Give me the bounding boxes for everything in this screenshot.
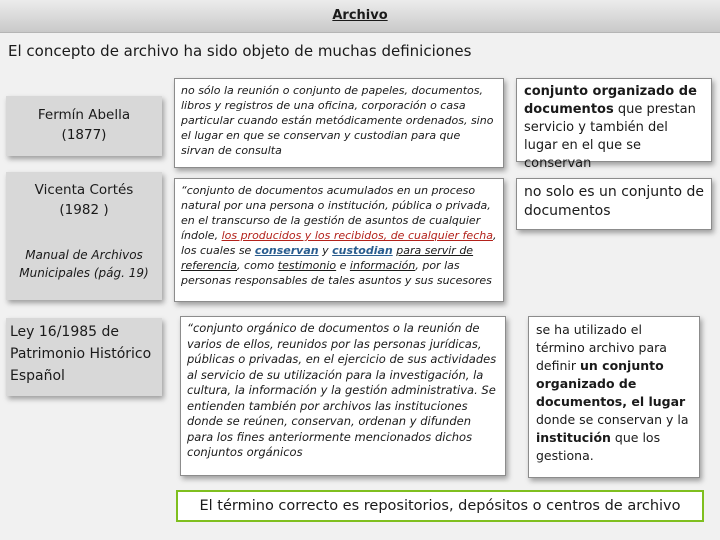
highlight-underline: para servir de referencia [181,244,474,272]
author-cortes-box [6,172,162,300]
subtitle: El concepto de archivo ha sido objeto de muchas definiciones [8,42,472,60]
summary-bold: conjunto organizado de documentos [524,84,697,117]
summary-bold: un conjunto organizado de documentos, el lugar [536,358,686,409]
highlight-underline: información [349,259,416,272]
quote-text: “conjunto de documentos acumulados en un proceso natural por una persona o institución, pública o privada, en el transcurso de la gestión de asuntos de cualquier índole, [181,184,491,242]
summary-text: se ha utilizado el término archivo para definir [536,322,667,373]
highlight-blue: custodian [332,244,393,257]
quote-text: , los cuales se [181,229,497,257]
author-year: (1877) [61,127,107,143]
quote-text: e [336,259,350,272]
highlight-red: los producidos y los recibidos, de cualquier fecha [221,229,493,242]
author-name: Ley 16/1985 de Patrimonio Histórico Español [10,324,152,384]
author-ley-box [6,318,162,396]
source-reference: Manual de Archivos Municipales (pág. 19) [19,248,149,280]
highlight-underline: testimonio [277,259,337,272]
author-name: Vicenta Cortés [34,182,134,198]
quote-text: , por las personas responsables de tales asuntos y sus sucesores [181,259,492,287]
quote-abella: no sólo la reunión o conjunto de papeles, documentos, libros y registros de una oficina, corporación o casa particular cuando están metódicamente ordenados, sino el lugar en que se conservan y custodian para que sirvan de consulta [174,78,504,168]
highlight-blue: conservan [254,244,319,257]
author-name: Fermín Abella [37,107,131,123]
quote-text: , como [237,259,278,272]
author-abella-box [6,96,162,156]
title-bar [0,0,720,33]
author-year: (1982 ) [59,202,109,218]
quote-text: y [318,244,333,257]
summary-rest: que prestan servicio y también del lugar en el que se conservan [524,102,696,171]
conclusion-box: El término correcto es repositorios, depósitos o centros de archivo [176,490,704,522]
page-title: Archivo [332,8,388,23]
summary-text: que los gestiona. [536,430,661,463]
quote-ley: “conjunto orgánico de documentos o la reunión de varios de ellos, reunidos por las personas jurídicas, públicas o privadas, en el ejercicio de sus actividades al servicio de su utilización para la investigación, la cultura, la información y la gestión administrativa. Se entienden también por archivos las instituciones donde se reúnen, conservan, ordenan y difunden para los fines anteriormente mencionados dichos conjuntos orgánicos [180,316,506,476]
summary-abella [516,78,712,171]
summary-bold: institución [536,430,611,445]
quote-cortes [174,178,504,302]
summary-ley [528,316,700,478]
summary-text: donde se conservan y la [536,412,689,427]
summary-cortes: no solo es un conjunto de documentos [516,178,712,230]
